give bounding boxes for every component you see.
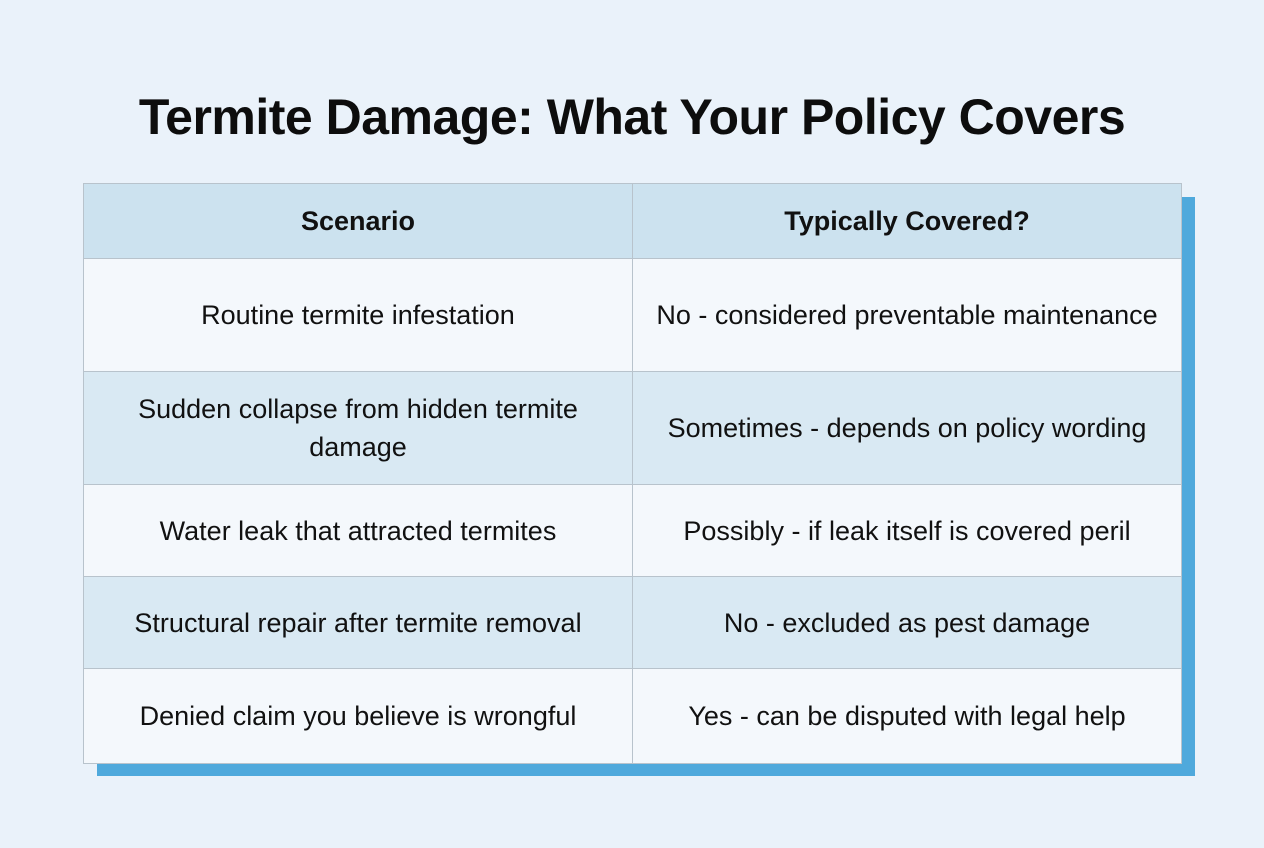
- table-row: [84, 372, 1182, 485]
- table-row: [84, 669, 1182, 764]
- coverage-cell: No - excluded as pest damage: [633, 577, 1182, 669]
- scenario-cell: Sudden collapse from hidden termite damage: [84, 372, 633, 485]
- column-header-typically-covered: Typically Covered?: [633, 184, 1182, 259]
- scenario-cell: Water leak that attracted termites: [84, 485, 633, 577]
- coverage-table: [83, 183, 1182, 764]
- coverage-cell: Yes - can be disputed with legal help: [633, 669, 1182, 764]
- coverage-cell: Sometimes - depends on policy wording: [633, 372, 1182, 485]
- table-header-row: [84, 184, 1182, 259]
- scenario-cell: Structural repair after termite removal: [84, 577, 633, 669]
- table-row: [84, 577, 1182, 669]
- table-row: [84, 485, 1182, 577]
- table-row: [84, 259, 1182, 372]
- page-title: Termite Damage: What Your Policy Covers: [138, 89, 1126, 145]
- column-header-scenario: Scenario: [84, 184, 633, 259]
- coverage-cell: Possibly - if leak itself is covered peril: [633, 485, 1182, 577]
- coverage-cell: No - considered preventable maintenance: [633, 259, 1182, 372]
- scenario-cell: Routine termite infestation: [84, 259, 633, 372]
- scenario-cell: Denied claim you believe is wrongful: [84, 669, 633, 764]
